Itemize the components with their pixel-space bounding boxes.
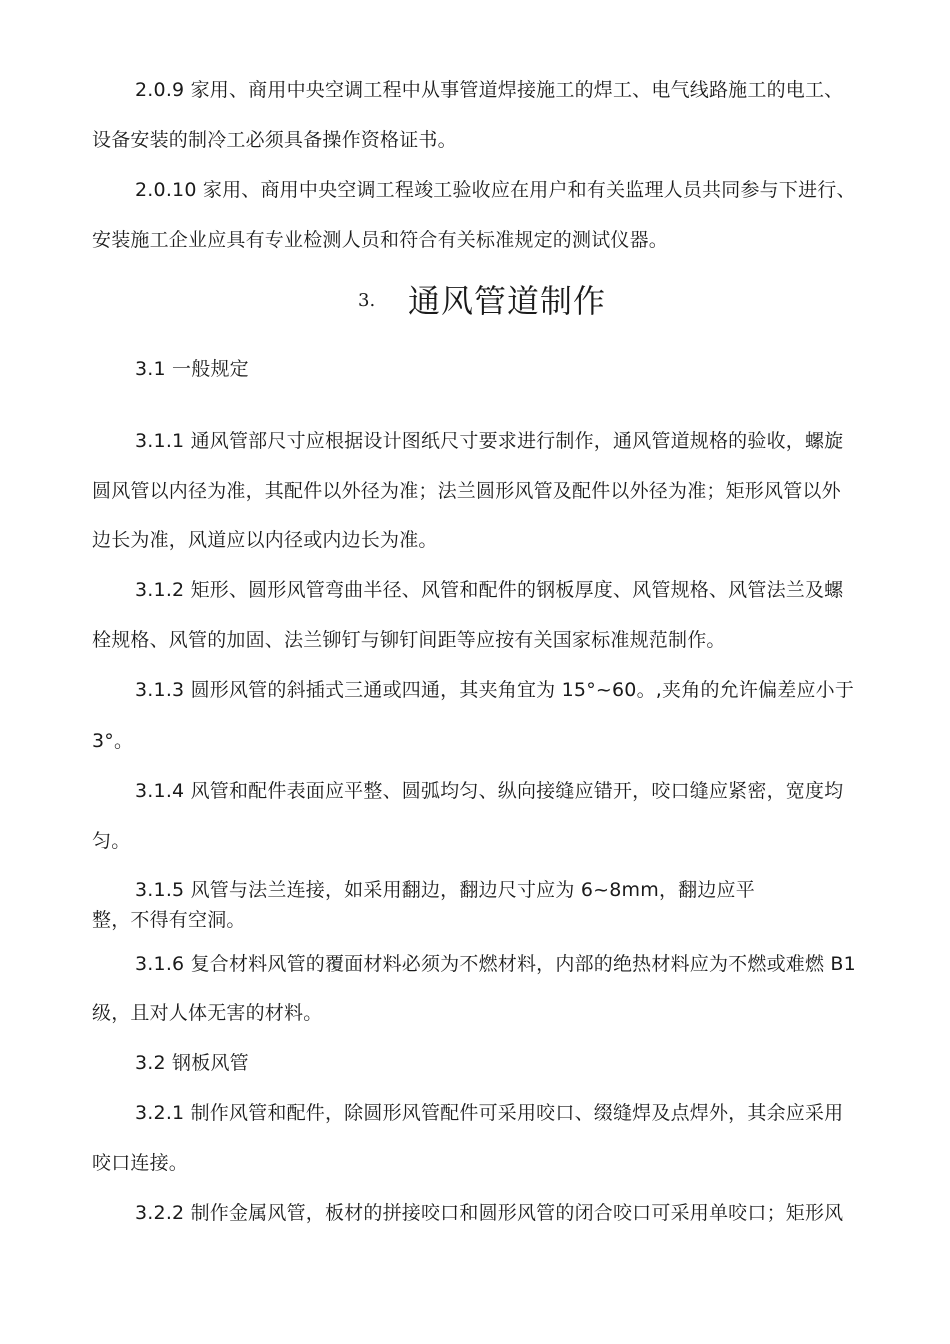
clause-3-2-2-line-1: 3.2.2 制作金属风管，板材的拼接咬口和圆形风管的闭合咬口可采用单咬口；矩形风	[135, 1202, 844, 1224]
clause-3-1-2-line-1: 3.1.2 矩形、圆形风管弯曲半径、风管和配件的钢板厚度、风管规格、风管法兰及螺	[135, 579, 844, 601]
clause-3-1-1-line-1: 3.1.1 通风管部尺寸应根据设计图纸尺寸要求进行制作，通风管道规格的验收，螺旋	[135, 430, 844, 452]
clause-3-1-3-line-2: 3°。	[92, 730, 134, 752]
clause-3-2-1-line-1: 3.2.1 制作风管和配件，除圆形风管配件可采用咬口、缀缝焊及点焊外，其余应采用	[135, 1102, 844, 1124]
chapter-title-text: 通风管道制作	[408, 282, 607, 320]
clause-3-1-4-line-1: 3.1.4 风管和配件表面应平整、圆弧均匀、纵向接缝应错开，咬口缝应紧密，宽度均	[135, 780, 844, 802]
clause-2-0-9-line-1: 2.0.9 家用、商用中央空调工程中从事管道焊接施工的焊工、电气线路施工的电工、	[135, 79, 844, 101]
clause-2-0-10-line-1: 2.0.10 家用、商用中央空调工程竣工验收应在用户和有关监理人员共同参与下进行、	[135, 179, 856, 201]
clause-3-1-2-line-2: 栓规格、风管的加固、法兰铆钉与铆钉间距等应按有关国家标准规范制作。	[92, 629, 726, 651]
clause-3-1-3-line-1: 3.1.3 圆形风管的斜插式三通或四通，其夹角宜为 15°~60。,夹角的允许偏差应小于	[135, 679, 855, 701]
clause-3-1-4-line-2: 匀。	[92, 830, 131, 852]
clause-3-1-6-line-2: 级，且对人体无害的材料。	[92, 1002, 323, 1024]
clause-3-2-1-line-2: 咬口连接。	[92, 1152, 189, 1174]
clause-3-1-1-line-3: 边长为准，风道应以内径或内边长为准。	[92, 529, 438, 551]
clause-3-1-6-line-1: 3.1.6 复合材料风管的覆面材料必须为不燃材料，内部的绝热材料应为不燃或难燃 B1	[135, 953, 856, 975]
chapter-number: 3.	[358, 290, 376, 311]
section-3-1-heading: 3.1 一般规定	[135, 358, 249, 380]
clause-3-1-5-line-2: 整，不得有空洞。	[92, 909, 246, 931]
clause-2-0-9-line-2: 设备安装的制冷工必须具备操作资格证书。	[92, 129, 457, 151]
section-3-2-heading: 3.2 钢板风管	[135, 1052, 249, 1074]
clause-3-1-5-line-1: 3.1.5 风管与法兰连接，如采用翻边，翻边尺寸应为 6~8mm，翻边应平	[135, 879, 755, 901]
chapter-title	[0, 276, 950, 320]
clause-3-1-1-line-2: 圆风管以内径为准，其配件以外径为准；法兰圆形风管及配件以外径为准；矩形风管以外	[92, 480, 841, 502]
clause-2-0-10-line-2: 安装施工企业应具有专业检测人员和符合有关标准规定的测试仪器。	[92, 229, 669, 251]
